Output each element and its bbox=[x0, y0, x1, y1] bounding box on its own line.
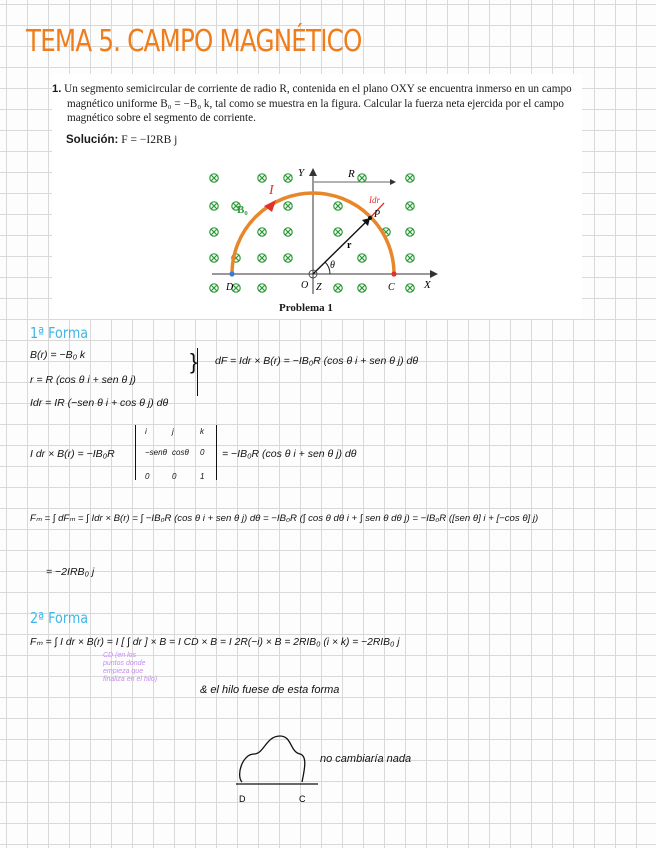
x-label: X bbox=[424, 279, 431, 291]
origin-label: O bbox=[301, 280, 309, 291]
problem-statement-text: Un segmento semicircular de corriente de radio R, contenida en el plano OXY se encuentra inmerso en un campo magnético uniforme B₀ = −B₀ k, tal como se muestra en la figura. Calcular la fuerza neta ejercida por el campo magnético sobre el segmento de corriente. bbox=[64, 83, 572, 124]
forma2-line: Fₘ = ∫ I dr × B(r) = I [ ∫ dr ] × B = I CD × B = I 2R(−i) × B = 2RIB₀ (i × k) = −2RIB₀ j bbox=[30, 637, 400, 648]
y-axis-arrow bbox=[309, 168, 317, 176]
forma2-heading: 2ª Forma bbox=[30, 609, 89, 627]
matrix-cell: 0 bbox=[145, 472, 150, 481]
current-label: I bbox=[269, 183, 274, 198]
forma1-line-3: Idr = IR (−sen θ i + cos θ j) dθ bbox=[30, 397, 169, 409]
purple-note: CD (en los puntos donde empieza que finaliza en el hilo) bbox=[103, 652, 158, 683]
det-bar-left bbox=[135, 425, 136, 480]
idl-label: Idr bbox=[369, 195, 380, 205]
matrix-cell: j bbox=[172, 427, 174, 436]
r-vector bbox=[313, 218, 370, 274]
field-label: B₀ bbox=[237, 204, 248, 216]
forma1-final: = −2IRB₀ j bbox=[46, 566, 95, 578]
point-p bbox=[368, 216, 372, 220]
matrix-cell: 1 bbox=[200, 472, 205, 481]
d-label: D bbox=[226, 282, 234, 293]
semicircle-figure bbox=[202, 166, 442, 301]
r-label: r bbox=[347, 240, 352, 251]
forma2-note: & el hilo fuese de esta forma bbox=[200, 684, 340, 696]
radius-label: R bbox=[348, 168, 355, 180]
sketch-d-label: D bbox=[239, 794, 246, 804]
matrix-cell: −senθ bbox=[145, 448, 167, 457]
figure-caption: Problema 1 bbox=[279, 302, 333, 314]
c-label: C bbox=[388, 282, 395, 293]
solution-value: F = −I2RB j bbox=[121, 134, 178, 146]
matrix-cell: k bbox=[200, 427, 204, 436]
forma1-result: dF = Idr × B(r) = −IB₀R (cos θ i + sen θ j) dθ bbox=[215, 355, 419, 367]
point-d bbox=[229, 271, 234, 276]
matrix-cell: 0 bbox=[172, 472, 177, 481]
forma1-line-1: B(r) = −B₀ k bbox=[30, 349, 86, 361]
p-label: P bbox=[374, 209, 381, 220]
point-c bbox=[391, 271, 396, 276]
solution bbox=[66, 134, 177, 146]
matrix-cell: 0 bbox=[200, 448, 205, 457]
cross-left: I dr × B(r) = −IB₀R bbox=[30, 448, 115, 460]
forma1-heading: 1ª Forma bbox=[30, 324, 89, 342]
matrix-cell: cosθ bbox=[172, 448, 189, 457]
x-axis-arrow bbox=[430, 270, 438, 278]
matrix-cell: i bbox=[145, 427, 147, 436]
page-title: TEMA 5. CAMPO MAGNÉTICO bbox=[26, 24, 362, 59]
problem-card bbox=[52, 74, 582, 319]
forma2-note-result: no cambiaría nada bbox=[320, 753, 412, 765]
forma1-line-2: r = R (cos θ i + sen θ j) bbox=[30, 374, 136, 386]
wire-sketch bbox=[228, 732, 328, 810]
brace: } bbox=[190, 349, 198, 374]
problem-number: 1. bbox=[52, 83, 62, 95]
det-bar-right bbox=[216, 425, 217, 480]
theta-label: θ bbox=[330, 260, 335, 271]
sketch-c-label: C bbox=[299, 794, 306, 804]
z-label: Z bbox=[316, 282, 322, 293]
integral-line: Fₘ = ∫ dFₘ = ∫ Idr × B(r) = ∫ −IB₀R (cos θ i + sen θ j) dθ = −IB₀R (∫ cos θ dθ i + ∫ sen θ dθ j) = −IB₀R ([sen θ] i + [−cos θ] j) bbox=[30, 513, 539, 524]
y-label: Y bbox=[298, 167, 305, 179]
solution-label: Solución: bbox=[66, 134, 119, 146]
brace-bar bbox=[197, 348, 198, 396]
wire-curve bbox=[240, 736, 305, 782]
problem-statement bbox=[52, 82, 572, 126]
cross-right: = −IB₀R (cos θ i + sen θ j) dθ bbox=[222, 448, 357, 460]
